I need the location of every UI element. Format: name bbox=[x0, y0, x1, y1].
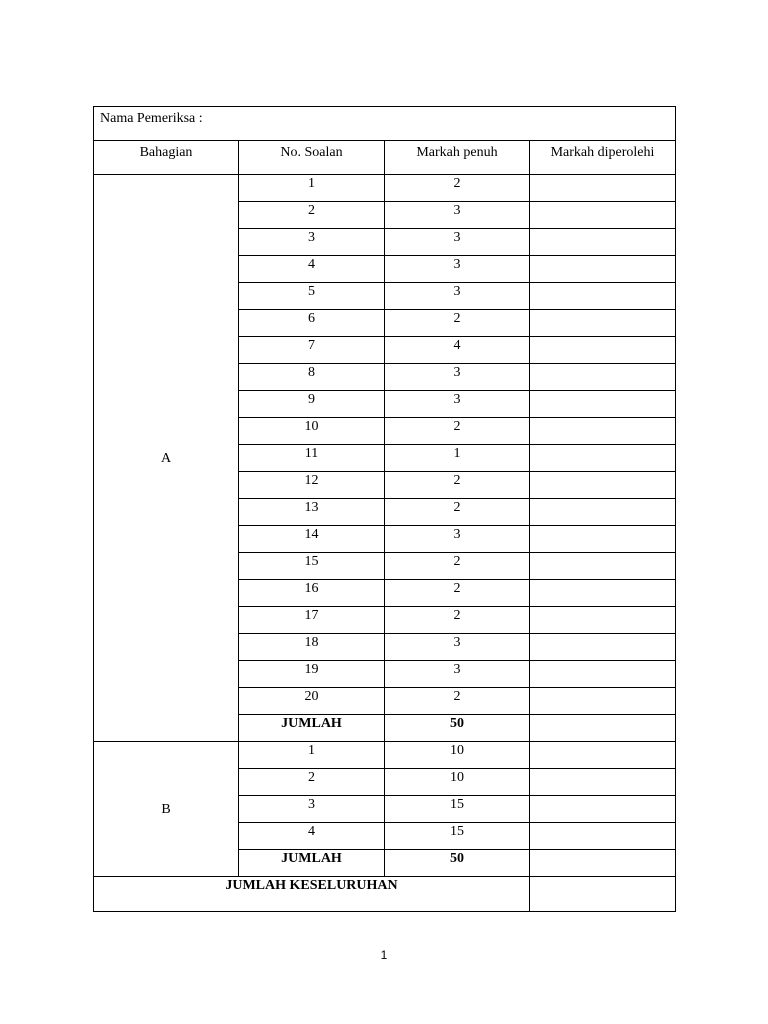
question-number: 20 bbox=[239, 688, 385, 715]
marks-obtained-cell[interactable] bbox=[530, 229, 676, 256]
full-marks: 2 bbox=[385, 499, 530, 526]
examiner-row bbox=[94, 107, 676, 141]
marks-obtained-cell[interactable] bbox=[530, 445, 676, 472]
marks-obtained-cell[interactable] bbox=[530, 418, 676, 445]
full-marks: 4 bbox=[385, 337, 530, 364]
full-marks: 2 bbox=[385, 553, 530, 580]
marks-obtained-cell[interactable] bbox=[530, 580, 676, 607]
marks-obtained-cell[interactable] bbox=[530, 310, 676, 337]
section-total-obtained-cell[interactable] bbox=[530, 850, 676, 877]
marks-obtained-cell[interactable] bbox=[530, 175, 676, 202]
section-total-value: 50 bbox=[385, 850, 530, 877]
section-label: A bbox=[94, 175, 239, 742]
full-marks: 3 bbox=[385, 283, 530, 310]
marks-obtained-cell[interactable] bbox=[530, 472, 676, 499]
question-number: 15 bbox=[239, 553, 385, 580]
col-header-no-soalan: No. Soalan bbox=[239, 141, 385, 175]
marks-obtained-cell[interactable] bbox=[530, 283, 676, 310]
question-number: 6 bbox=[239, 310, 385, 337]
question-number: 2 bbox=[239, 769, 385, 796]
grand-total-row bbox=[94, 877, 676, 912]
question-number: 13 bbox=[239, 499, 385, 526]
full-marks: 2 bbox=[385, 418, 530, 445]
marks-obtained-cell[interactable] bbox=[530, 661, 676, 688]
full-marks: 3 bbox=[385, 634, 530, 661]
full-marks: 2 bbox=[385, 580, 530, 607]
question-number: 3 bbox=[239, 796, 385, 823]
examiner-label: Nama Pemeriksa : bbox=[94, 107, 676, 141]
full-marks: 1 bbox=[385, 445, 530, 472]
question-number: 10 bbox=[239, 418, 385, 445]
page-number: 1 bbox=[380, 948, 388, 962]
question-number: 11 bbox=[239, 445, 385, 472]
question-number: 1 bbox=[239, 742, 385, 769]
header-row bbox=[94, 141, 676, 175]
full-marks: 3 bbox=[385, 526, 530, 553]
full-marks: 2 bbox=[385, 310, 530, 337]
section-label: B bbox=[94, 742, 239, 877]
full-marks: 3 bbox=[385, 202, 530, 229]
question-number: 18 bbox=[239, 634, 385, 661]
full-marks: 3 bbox=[385, 661, 530, 688]
question-number: 7 bbox=[239, 337, 385, 364]
marks-obtained-cell[interactable] bbox=[530, 742, 676, 769]
marks-obtained-cell[interactable] bbox=[530, 202, 676, 229]
marks-obtained-cell[interactable] bbox=[530, 796, 676, 823]
marks-obtained-cell[interactable] bbox=[530, 256, 676, 283]
question-number: 8 bbox=[239, 364, 385, 391]
marks-obtained-cell[interactable] bbox=[530, 526, 676, 553]
section-total-obtained-cell[interactable] bbox=[530, 715, 676, 742]
full-marks: 10 bbox=[385, 769, 530, 796]
marks-obtained-cell[interactable] bbox=[530, 823, 676, 850]
question-number: 9 bbox=[239, 391, 385, 418]
full-marks: 2 bbox=[385, 607, 530, 634]
table-row bbox=[94, 742, 676, 769]
full-marks: 3 bbox=[385, 364, 530, 391]
full-marks: 3 bbox=[385, 391, 530, 418]
marks-obtained-cell[interactable] bbox=[530, 337, 676, 364]
question-number: 4 bbox=[239, 256, 385, 283]
full-marks: 3 bbox=[385, 256, 530, 283]
full-marks: 2 bbox=[385, 472, 530, 499]
question-number: 2 bbox=[239, 202, 385, 229]
question-number: 4 bbox=[239, 823, 385, 850]
question-number: 17 bbox=[239, 607, 385, 634]
marks-obtained-cell[interactable] bbox=[530, 769, 676, 796]
marks-obtained-cell[interactable] bbox=[530, 391, 676, 418]
full-marks: 15 bbox=[385, 823, 530, 850]
marks-obtained-cell[interactable] bbox=[530, 553, 676, 580]
section-total-value: 50 bbox=[385, 715, 530, 742]
full-marks: 3 bbox=[385, 229, 530, 256]
grand-total-obtained-cell[interactable] bbox=[530, 877, 676, 912]
full-marks: 15 bbox=[385, 796, 530, 823]
question-number: 12 bbox=[239, 472, 385, 499]
full-marks: 10 bbox=[385, 742, 530, 769]
section-total-label: JUMLAH bbox=[239, 715, 385, 742]
marks-obtained-cell[interactable] bbox=[530, 634, 676, 661]
marks-obtained-cell[interactable] bbox=[530, 364, 676, 391]
question-number: 3 bbox=[239, 229, 385, 256]
marks-obtained-cell[interactable] bbox=[530, 688, 676, 715]
question-number: 5 bbox=[239, 283, 385, 310]
question-number: 14 bbox=[239, 526, 385, 553]
marks-table bbox=[93, 106, 676, 912]
table-row bbox=[94, 175, 676, 202]
question-number: 16 bbox=[239, 580, 385, 607]
col-header-bahagian: Bahagian bbox=[94, 141, 239, 175]
col-header-markah-diperolehi: Markah diperolehi bbox=[530, 141, 676, 175]
question-number: 1 bbox=[239, 175, 385, 202]
question-number: 19 bbox=[239, 661, 385, 688]
section-total-label: JUMLAH bbox=[239, 850, 385, 877]
marks-obtained-cell[interactable] bbox=[530, 499, 676, 526]
col-header-markah-penuh: Markah penuh bbox=[385, 141, 530, 175]
marks-obtained-cell[interactable] bbox=[530, 607, 676, 634]
grand-total-label: JUMLAH KESELURUHAN bbox=[94, 877, 530, 912]
full-marks: 2 bbox=[385, 688, 530, 715]
full-marks: 2 bbox=[385, 175, 530, 202]
